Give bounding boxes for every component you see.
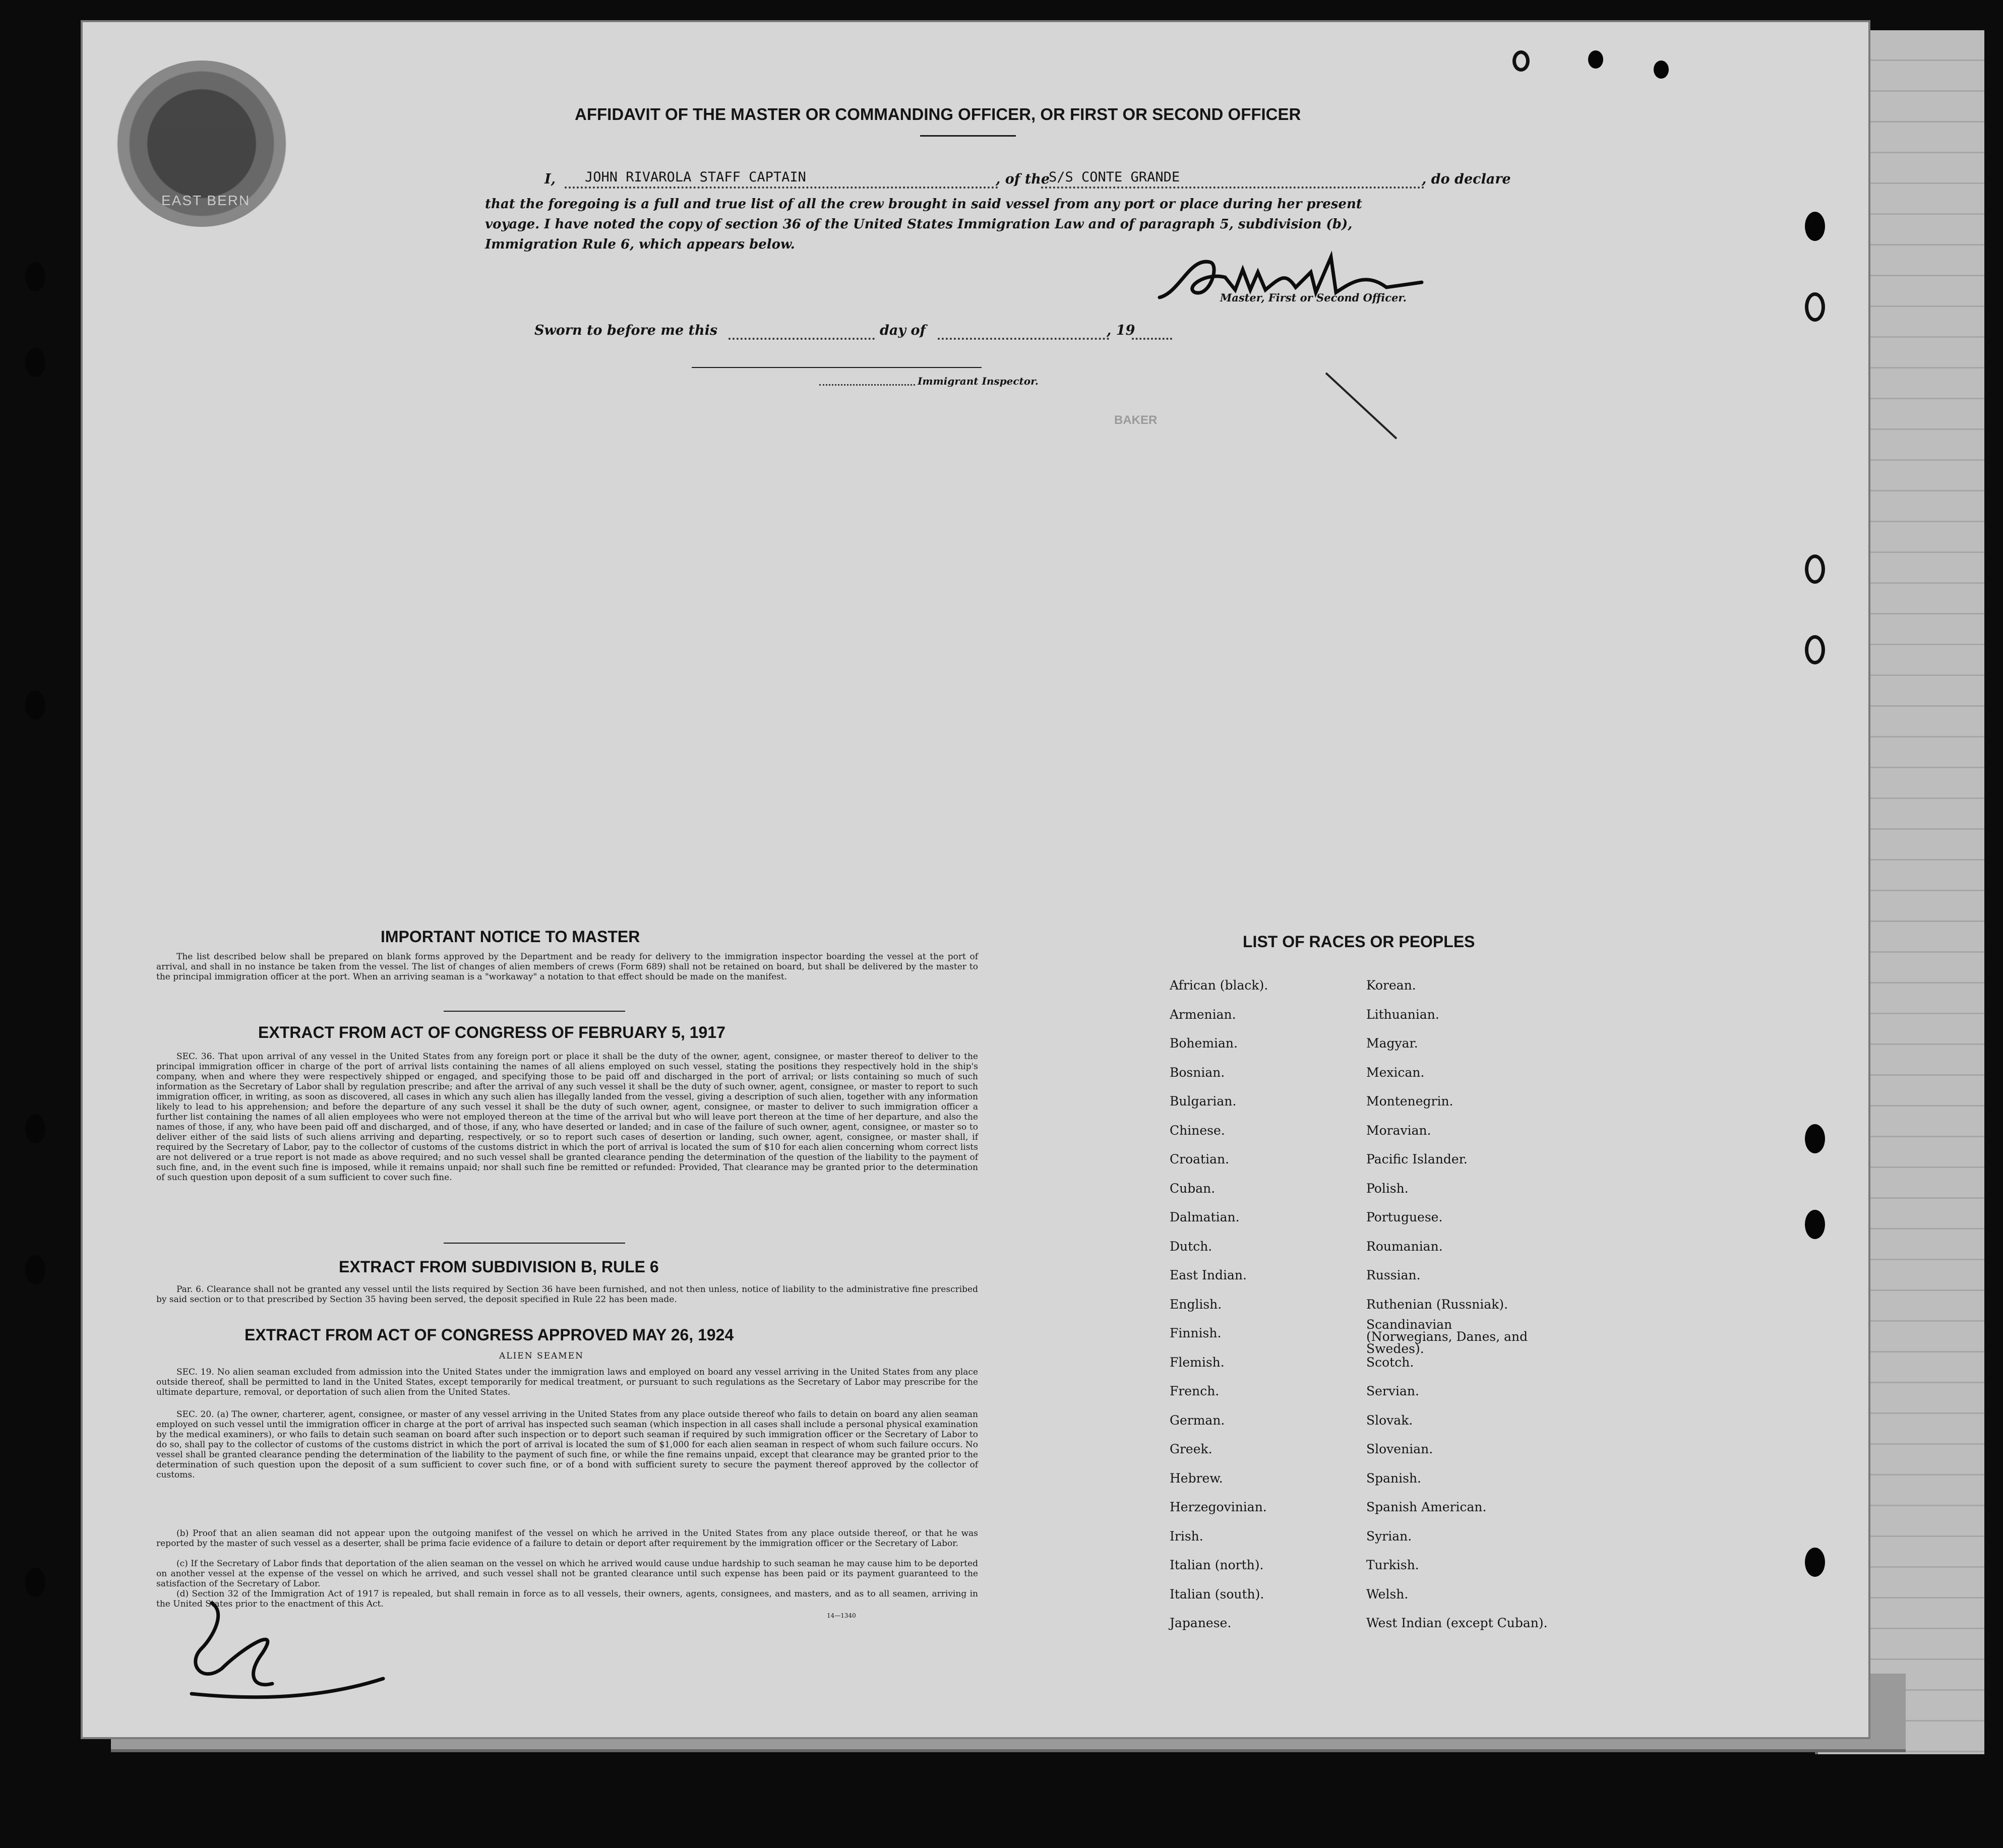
race-item: Polish. — [1366, 1181, 1409, 1196]
inspector-dots — [819, 384, 915, 386]
inspector-caption: Immigrant Inspector. — [918, 375, 1039, 387]
punch-hole — [25, 1255, 45, 1284]
sworn-day-line — [729, 338, 875, 340]
of-the-label: , of the — [996, 171, 1050, 187]
race-item: Ruthenian (Russniak). — [1366, 1297, 1508, 1312]
race-item: Italian (south). — [1170, 1586, 1264, 1601]
race-item: Mexican. — [1366, 1065, 1425, 1080]
race-item: Lithuanian. — [1366, 1007, 1439, 1022]
sec-20c-text: (c) If the Secretary of Labor finds that deportation of the alien seaman on the vessel on which he arrived would cause undue hardship to such seaman he may cause him to be deported on another vessel at the expense of the vessel on which he arrived, and such vessel shall not be granted clearance until such expense has been paid or its payment guaranteed to the satisfaction of the Secretary of Labor. — [156, 1559, 979, 1589]
affidavit-line-2: voyage. I have noted the copy of section 36 of the United States Immigration Law and of paragraph 5, subdivision (b), — [485, 217, 1353, 232]
race-item: Montenegrin. — [1366, 1094, 1453, 1108]
document-page — [81, 20, 1870, 1739]
race-item: Hebrew. — [1170, 1470, 1223, 1486]
race-item: Spanish American. — [1366, 1500, 1487, 1514]
seal-stamp — [116, 60, 287, 227]
race-item: Flemish. — [1170, 1354, 1225, 1370]
race-item: Irish. — [1170, 1528, 1203, 1544]
punch-hole — [25, 1114, 45, 1143]
race-item: Spanish. — [1366, 1470, 1422, 1486]
punch-hole — [1805, 212, 1825, 241]
sec-20a-text: SEC. 20. (a) The owner, charterer, agent, consignee, or master of any vessel arriving in the United States from any place outside thereof who fails to detain on board any alien seaman employed on such vessel until the immigration officer in charge at the port of arrival has inspected such seaman (which inspection in all cases shall include a personal physical examination by the medical examiners), or who fails to detain such seaman on board after such inspection or to deport such seaman if required by such immigration officer or the Secretary of Labor to do so, shall pay to the collector of customs of the customs district in which the port of arrival is located the sum of $1,000 for each alien seaman in respect of whom such failure occurs. No vessel shall be granted clearance pending the determination of the liability to the payment of such fine, or while the fine remains unpaid, except that clearance may be granted prior to the determination of such question upon the deposit of a sum sufficient to cover such fine, or of a bond with sufficient surety to secure the payment thereof approved by the collector of customs. — [156, 1409, 978, 1480]
race-item: Italian (north). — [1170, 1558, 1264, 1572]
punch-hole — [25, 1568, 45, 1597]
sec-20b-text: (b) Proof that an alien seaman did not appear upon the outgoing manifest of the vessel on which he arrived in the United States from any place outside thereof, or that he was reported by the master of such vessel as a deserter, shall be prima facie evidence of a failure to detain or deport after requirement by the immigration officer or the Secretary of Labor. — [156, 1528, 978, 1549]
punch-hole — [1805, 555, 1825, 584]
title-divider — [920, 135, 1016, 137]
year-prefix: , 19 — [1107, 323, 1135, 338]
notice-title: IMPORTANT NOTICE TO MASTER — [381, 928, 640, 946]
punch-hole — [25, 348, 45, 377]
seal-stamp-text: EAST BERN — [161, 193, 251, 208]
race-item: Roumanian. — [1366, 1239, 1443, 1254]
do-declare-label: , do declare — [1422, 171, 1511, 187]
race-item: Armenian. — [1170, 1007, 1236, 1022]
affidavit-line-3: Immigration Rule 6, which appears below. — [485, 237, 795, 252]
race-item: German. — [1170, 1412, 1225, 1428]
race-item: Greek. — [1170, 1442, 1212, 1456]
extract-1917-title: EXTRACT FROM ACT OF CONGRESS OF FEBRUARY 5, 1917 — [258, 1023, 725, 1041]
race-item: Dalmatian. — [1170, 1210, 1240, 1224]
signature-caption: Master, First or Second Officer. — [1220, 291, 1407, 304]
race-item: Japanese. — [1170, 1616, 1232, 1630]
race-item: Slovenian. — [1366, 1442, 1433, 1456]
race-item: Turkish. — [1366, 1558, 1419, 1572]
race-item: Scandinavian (Norwegians, Danes, and Swedes). — [1366, 1317, 1528, 1356]
divider — [444, 1243, 625, 1244]
race-item: Pacific Islander. — [1366, 1152, 1468, 1166]
race-item: Servian. — [1366, 1384, 1419, 1398]
race-item: East Indian. — [1170, 1268, 1247, 1282]
notice-text: The list described below shall be prepared on blank forms approved by the Department and be ready for delivery to the immigration inspector boarding the vessel at the port of arrival, and shall in no instance be taken from the vessel. The list of changes of alien members of crews (Form 689) shall not be retained on board, but shall be delivered by the master to the principal immigration officer at the port. When an arriving seaman is a "workaway" a notation to that effect should be made on the manifest. — [156, 952, 978, 982]
punch-hole — [25, 691, 45, 720]
race-item: Slovak. — [1366, 1412, 1413, 1428]
punch-hole — [1512, 50, 1530, 72]
races-title: LIST OF RACES OR PEOPLES — [1243, 933, 1475, 951]
race-item: Herzegovinian. — [1170, 1500, 1267, 1514]
race-item: Magyar. — [1366, 1036, 1418, 1051]
declarant-name: JOHN RIVAROLA STAFF CAPTAIN — [585, 169, 806, 185]
race-item: Syrian. — [1366, 1528, 1412, 1544]
race-item: African (black). — [1170, 978, 1268, 993]
punch-hole — [1588, 50, 1603, 69]
race-item: Finnish. — [1170, 1326, 1222, 1340]
race-item: Welsh. — [1366, 1586, 1409, 1601]
race-item: English. — [1170, 1297, 1222, 1312]
sworn-prefix: Sworn to before me this — [534, 323, 718, 338]
extract-1924-title: EXTRACT FROM ACT OF CONGRESS APPROVED MAY 26, 1924 — [245, 1326, 734, 1344]
scratch-mark — [1321, 363, 1402, 444]
punch-hole — [1805, 1548, 1825, 1577]
race-item: Bosnian. — [1170, 1065, 1225, 1080]
race-item: Moravian. — [1366, 1123, 1431, 1138]
vessel-name: S/S CONTE GRANDE — [1049, 169, 1180, 185]
day-of-label: day of — [880, 323, 926, 338]
race-item: Bohemian. — [1170, 1036, 1238, 1051]
punch-hole — [25, 262, 45, 291]
affidavit-title: AFFIDAVIT OF THE MASTER OR COMMANDING OFFICER, OR FIRST OR SECOND OFFICER — [575, 105, 1301, 124]
sec-20d-text: (d) Section 32 of the Immigration Act of 1917 is repealed, but shall remain in force as to all vessels, their owners, agents, consignees, and masters, and as to all seamen, arriving in the United States prior to the enactment of this Act. — [156, 1589, 978, 1609]
extract-rule6-text: Par. 6. Clearance shall not be granted any vessel until the lists required by Section 36 have been furnished, and not then unless, notice of liability to the administrative fine prescribed by said section or to that prescribed by Section 35 having been served, the deposit specified in Rule 22 has been made. — [156, 1284, 978, 1305]
extract-rule6-title: EXTRACT FROM SUBDIVISION B, RULE 6 — [339, 1258, 659, 1276]
race-item: Chinese. — [1170, 1123, 1225, 1138]
race-item: Bulgarian. — [1170, 1094, 1237, 1108]
punch-hole — [1805, 635, 1825, 664]
punch-hole — [1654, 60, 1669, 79]
sworn-year-line — [1132, 338, 1172, 340]
affidavit-line-1: that the foregoing is a full and true list of all the crew brought in said vessel from any port or place during her present — [485, 197, 1362, 212]
punch-hole — [1805, 292, 1825, 322]
handwritten-mark — [181, 1593, 393, 1709]
race-item: Cuban. — [1170, 1181, 1216, 1196]
form-number: 14—1340 — [827, 1612, 856, 1619]
punch-hole — [1805, 1124, 1825, 1153]
race-item: Russian. — [1366, 1268, 1421, 1282]
declarant-prefix: I, — [544, 171, 556, 187]
extract-1917-text: SEC. 36. That upon arrival of any vessel in the United States from any foreign port or place it shall be the duty of the owner, agent, consignee, or master thereof to deliver to the principal immigration officer in charge of the port of arrival lists containing the names of all aliens employed on such vessel, stating the positions they respectively hold in the ship's company, when and where they were respectively shipped or engaged, and specifying those to be paid off and discharged in the port of arrival; or lists containing so much of such information as the Secretary of Labor shall by regulation prescribe; and after the arrival of any such vessel it shall be the duty of such owner, agent, consignee, or master to report to such immigration officer, in writing, as soon as discovered, all cases in which any such alien has illegally landed from the vessel, giving a description of such alien, together with any information likely to lead to his apprehension; and before the departure of any such vessel it shall be the duty of such owner, agent, consignee, or master to deliver to such immigration officer a further list containing the names of all alien employees who were not employed thereon at the time of the arrival but who will leave port thereon at the time of her departure, and also the names of those, if any, who have been paid off and discharged, and of those, if any, who have deserted or landed; and in case of the failure of such owner, agent, consignee, or master so to deliver either of the said lists of such aliens arriving and departing, respectively, or so to report such cases of desertion or landing, such owner, agent, consignee, or master shall, if required by the Secretary of Labor, pay to the collector of customs of the customs district in which the port of arrival is located the sum of $10 for each alien concerning whom correct lists are not delivered or a true report is not made as above required; and no such vessel shall be granted clearance pending the determination of the question of the liability to the payment of such fine, and, in the event such fine is imposed, while it remains unpaid; nor shall such fine be remitted or refunded: Provided, That clearance may be granted prior to the determination of such question upon deposit of a sum sufficient to cover such fine. — [156, 1052, 978, 1183]
race-item: Scotch. — [1366, 1354, 1414, 1370]
divider — [444, 1011, 625, 1012]
inspector-signature-line — [692, 367, 982, 368]
race-item: West Indian (except Cuban). — [1366, 1616, 1548, 1630]
race-item: Portuguese. — [1366, 1210, 1443, 1224]
punch-hole — [1805, 1210, 1825, 1239]
race-item: Korean. — [1366, 978, 1416, 993]
race-item: Croatian. — [1170, 1152, 1230, 1166]
sworn-month-line — [938, 338, 1109, 340]
vessel-line — [1041, 187, 1424, 189]
faint-stamp: BAKER — [1114, 413, 1158, 427]
extract-1924-subtitle: ALIEN SEAMEN — [499, 1351, 584, 1361]
declarant-line — [565, 187, 998, 189]
race-item: French. — [1170, 1384, 1220, 1398]
sec-19-text: SEC. 19. No alien seaman excluded from admission into the United States under the immigration laws and employed on board any vessel arriving in the United States from any place outside thereof, shall be permitted to land in the United States, except temporarily for medical treatment, or pursuant to such regulations as the Secretary of Labor may prescribe for the ultimate departure, removal, or deportation of such alien from the United States. — [156, 1367, 978, 1397]
race-item: Dutch. — [1170, 1239, 1212, 1254]
